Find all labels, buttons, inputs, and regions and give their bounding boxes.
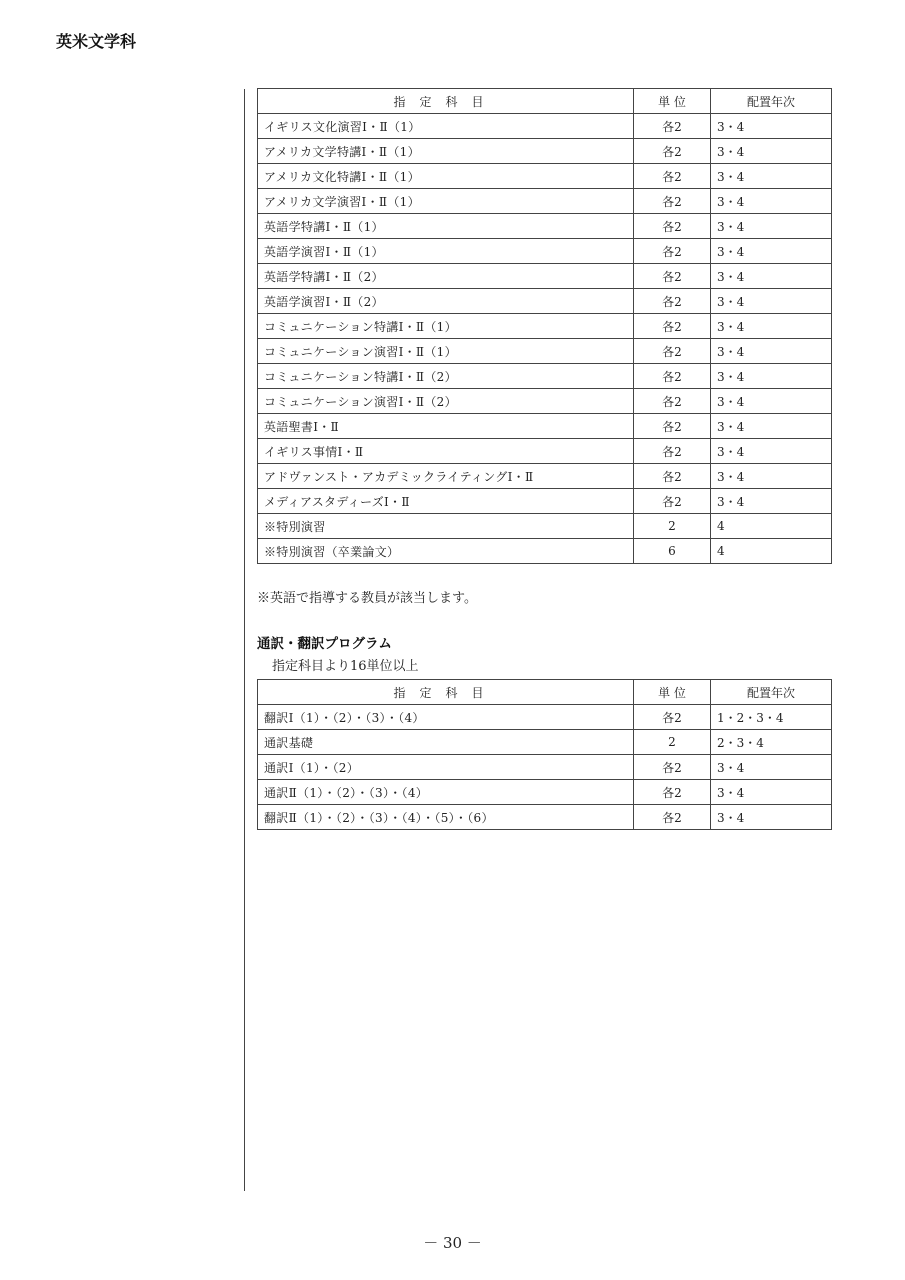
course-name: 翻訳Ⅰ（1）・（2）・（3）・（4）	[258, 705, 634, 730]
header-units: 単 位	[634, 89, 711, 114]
table-row	[258, 730, 832, 755]
course-units: 各2	[634, 389, 711, 414]
header-year: 配置年次	[711, 680, 832, 705]
table-row	[258, 539, 832, 564]
course-units: 各2	[634, 439, 711, 464]
course-units: 各2	[634, 414, 711, 439]
table-row	[258, 239, 832, 264]
table-row	[258, 339, 832, 364]
designated-courses-table	[257, 88, 832, 564]
table-row	[258, 805, 832, 830]
course-name: 通訳Ⅱ（1）・（2）・（3）・（4）	[258, 780, 634, 805]
course-units: 2	[634, 514, 711, 539]
course-units: 各2	[634, 705, 711, 730]
course-units: 各2	[634, 289, 711, 314]
section-requirement: 指定科目より16単位以上	[272, 659, 419, 674]
course-name: 翻訳Ⅱ（1）・（2）・（3）・（4）・（5）・（6）	[258, 805, 634, 830]
course-units: 各2	[634, 464, 711, 489]
table-row	[258, 164, 832, 189]
margin-rule	[244, 89, 245, 1191]
course-units: 各2	[634, 364, 711, 389]
table-row	[258, 780, 832, 805]
course-units: 各2	[634, 114, 711, 139]
course-year: 4	[711, 514, 832, 539]
department-title: 英米文学科	[56, 32, 137, 51]
table-row	[258, 264, 832, 289]
course-year: 3・4	[711, 164, 832, 189]
course-year: 3・4	[711, 239, 832, 264]
course-year: 3・4	[711, 489, 832, 514]
interpretation-translation-table	[257, 679, 832, 830]
course-year: 4	[711, 539, 832, 564]
course-year: 3・4	[711, 464, 832, 489]
table-row	[258, 755, 832, 780]
course-name: 通訳基礎	[258, 730, 634, 755]
course-name: 英語学特講Ⅰ・Ⅱ（1）	[258, 214, 634, 239]
table-row	[258, 489, 832, 514]
course-units: 各2	[634, 780, 711, 805]
table-row	[258, 139, 832, 164]
course-year: 3・4	[711, 264, 832, 289]
table-row	[258, 364, 832, 389]
course-year: 3・4	[711, 214, 832, 239]
course-units: 2	[634, 730, 711, 755]
course-units: 各2	[634, 755, 711, 780]
course-units: 各2	[634, 264, 711, 289]
header-subject: 指定科目	[258, 89, 634, 114]
table-row	[258, 705, 832, 730]
course-name: イギリス文化演習Ⅰ・Ⅱ（1）	[258, 114, 634, 139]
course-name: コミュニケーション特講Ⅰ・Ⅱ（1）	[258, 314, 634, 339]
header-units: 単 位	[634, 680, 711, 705]
course-year: 2・3・4	[711, 730, 832, 755]
table-header-row	[258, 89, 832, 114]
course-units: 各2	[634, 189, 711, 214]
table-row	[258, 289, 832, 314]
table-row	[258, 114, 832, 139]
course-units: 各2	[634, 139, 711, 164]
course-name: 英語学演習Ⅰ・Ⅱ（2）	[258, 289, 634, 314]
course-year: 1・2・3・4	[711, 705, 832, 730]
course-name: コミュニケーション演習Ⅰ・Ⅱ（1）	[258, 339, 634, 364]
course-name: 英語聖書Ⅰ・Ⅱ	[258, 414, 634, 439]
course-name: アメリカ文学特講Ⅰ・Ⅱ（1）	[258, 139, 634, 164]
course-year: 3・4	[711, 805, 832, 830]
table-header-row	[258, 680, 832, 705]
course-units: 各2	[634, 339, 711, 364]
course-units: 6	[634, 539, 711, 564]
course-year: 3・4	[711, 114, 832, 139]
table-row	[258, 214, 832, 239]
table-row	[258, 464, 832, 489]
course-name: 通訳Ⅰ（1）・（2）	[258, 755, 634, 780]
course-name: 英語学演習Ⅰ・Ⅱ（1）	[258, 239, 634, 264]
table-row	[258, 189, 832, 214]
course-year: 3・4	[711, 755, 832, 780]
section-heading: 通訳・翻訳プログラム	[257, 636, 392, 652]
course-name: メディアスタディーズⅠ・Ⅱ	[258, 489, 634, 514]
course-name: ※特別演習（卒業論文）	[258, 539, 634, 564]
course-year: 3・4	[711, 439, 832, 464]
table-row	[258, 414, 832, 439]
course-name: アメリカ文化特講Ⅰ・Ⅱ（1）	[258, 164, 634, 189]
course-year: 3・4	[711, 289, 832, 314]
course-year: 3・4	[711, 780, 832, 805]
course-name: コミュニケーション演習Ⅰ・Ⅱ（2）	[258, 389, 634, 414]
course-year: 3・4	[711, 414, 832, 439]
header-subject: 指定科目	[258, 680, 634, 705]
table-row	[258, 514, 832, 539]
course-name: ※特別演習	[258, 514, 634, 539]
course-year: 3・4	[711, 139, 832, 164]
table-row	[258, 389, 832, 414]
course-units: 各2	[634, 489, 711, 514]
page-number: － 30 －	[423, 1234, 482, 1252]
course-units: 各2	[634, 164, 711, 189]
course-units: 各2	[634, 805, 711, 830]
course-name: イギリス事情Ⅰ・Ⅱ	[258, 439, 634, 464]
course-units: 各2	[634, 239, 711, 264]
course-units: 各2	[634, 214, 711, 239]
course-year: 3・4	[711, 339, 832, 364]
course-name: アドヴァンスト・アカデミックライティングⅠ・Ⅱ	[258, 464, 634, 489]
table-row	[258, 439, 832, 464]
table-row	[258, 314, 832, 339]
course-name: コミュニケーション特講Ⅰ・Ⅱ（2）	[258, 364, 634, 389]
course-year: 3・4	[711, 389, 832, 414]
course-year: 3・4	[711, 314, 832, 339]
header-year: 配置年次	[711, 89, 832, 114]
course-year: 3・4	[711, 364, 832, 389]
course-year: 3・4	[711, 189, 832, 214]
course-name: 英語学特講Ⅰ・Ⅱ（2）	[258, 264, 634, 289]
footnote: ※英語で指導する教員が該当します。	[257, 591, 477, 606]
course-units: 各2	[634, 314, 711, 339]
course-name: アメリカ文学演習Ⅰ・Ⅱ（1）	[258, 189, 634, 214]
